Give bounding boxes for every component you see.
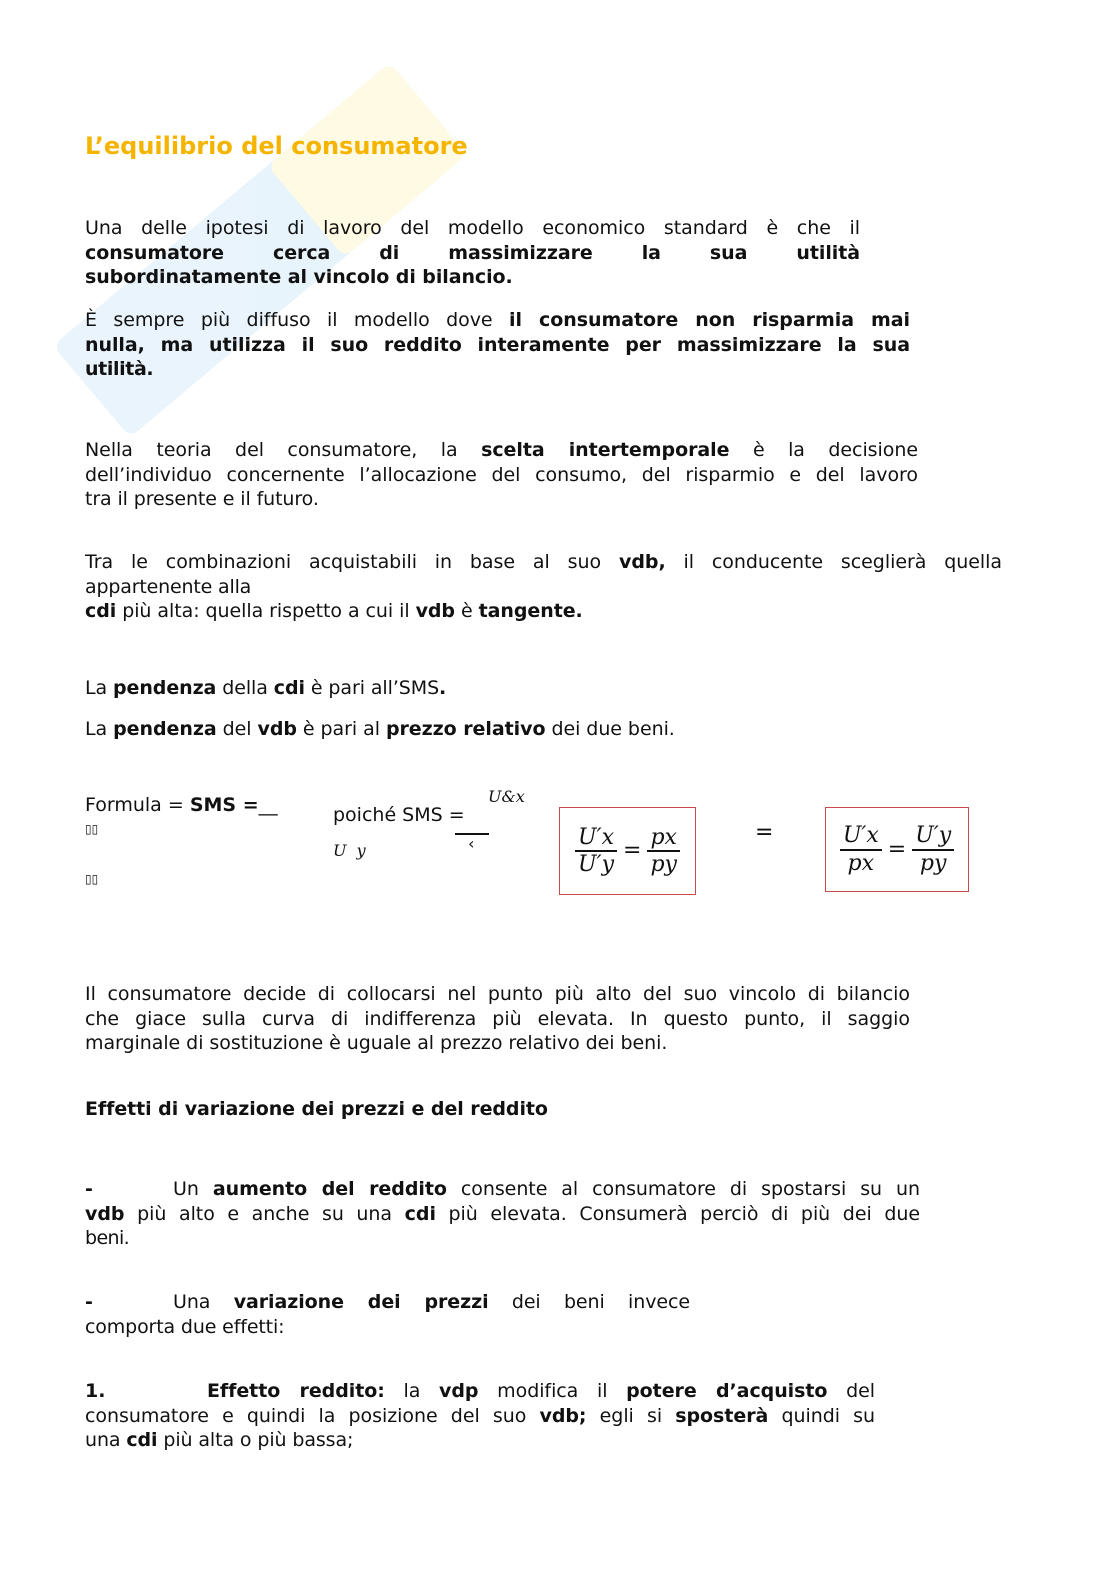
bold-text: potere d’acquisto — [626, 1380, 828, 1402]
text: Nella teoria del consumatore, la — [85, 439, 482, 461]
paragraph — [85, 216, 860, 290]
text: che giace sulla curva di indifferenza più elevata. In questo punto, il saggio — [85, 1007, 910, 1030]
denominator: py — [650, 852, 677, 877]
text-line — [207, 1379, 875, 1404]
bold-text: cdi — [85, 600, 117, 622]
text-line — [173, 1290, 690, 1315]
text-line — [85, 1428, 875, 1453]
list-marker: - — [85, 1291, 93, 1313]
text: comporta due effetti: — [85, 1315, 285, 1338]
page-title: L’equilibrio del consumatore — [85, 132, 468, 160]
text: più alto e anche su una — [124, 1202, 405, 1225]
numerator: U′x — [840, 823, 882, 850]
text: dei beni invece — [488, 1291, 690, 1313]
formula-box-1 — [559, 807, 696, 895]
formula-label: Formula = — [85, 794, 190, 816]
list-item — [85, 1290, 690, 1339]
text-line — [85, 241, 860, 266]
text-line — [85, 575, 1002, 600]
text: beni. — [85, 1227, 130, 1249]
text: egli si — [586, 1404, 676, 1427]
text: della — [216, 677, 274, 699]
bold-text: cdi — [273, 677, 305, 699]
text: più alta o più bassa; — [157, 1429, 354, 1451]
text-line — [85, 550, 1002, 575]
text: dell’individuo concernente l’allocazione del consumo, del risparmio e del lavoro — [85, 463, 918, 486]
numerator: U′y — [912, 823, 954, 850]
text-line — [85, 487, 918, 512]
bold-text: Effetto reddito: — [207, 1380, 385, 1402]
text: consumatore e quindi la posizione del suo — [85, 1404, 540, 1427]
text: è pari al — [296, 718, 386, 740]
text: tra il presente e il futuro. — [85, 488, 319, 510]
formula-poiche: poiché SMS = — [333, 804, 465, 826]
paragraph — [85, 676, 785, 701]
text-line — [85, 1202, 920, 1227]
bold-text: nulla, ma utilizza il suo reddito interamente per massimizzare la sua — [85, 333, 910, 356]
formula-uix: U&x — [488, 787, 525, 806]
bold-text: utilità. — [85, 358, 154, 380]
text: la — [384, 1380, 440, 1402]
text: dei due beni. — [545, 718, 675, 740]
text-line — [85, 1007, 910, 1032]
text: Una — [173, 1291, 234, 1313]
denominator: py — [919, 850, 947, 876]
numerator: U′x — [575, 825, 617, 852]
bold-text: vdb — [257, 718, 297, 740]
text: una — [85, 1429, 127, 1451]
text: Il consumatore decide di collocarsi nel punto più alto del suo vincolo di bilancio — [85, 983, 910, 1005]
bold-text: vdb — [415, 600, 455, 622]
text-line — [85, 676, 785, 701]
text: il conducente sceglierà quella — [665, 551, 1002, 573]
text: È sempre più diffuso il modello dove — [85, 309, 510, 331]
text: Un — [173, 1178, 213, 1200]
denominator: px — [847, 850, 875, 876]
bold-text: vdb — [85, 1202, 125, 1225]
text-line — [85, 1097, 785, 1122]
text: Una delle ipotesi di lavoro del modello economico standard è che il — [85, 217, 860, 239]
paragraph — [85, 717, 785, 742]
bold-text: Effetti di variazione dei prezzi e del reddito — [85, 1098, 548, 1120]
list-item — [85, 1177, 920, 1251]
list-marker: 1. — [85, 1380, 106, 1402]
formula-blank: __ — [258, 794, 278, 816]
text: modifica il — [478, 1380, 627, 1402]
text-line — [85, 1226, 920, 1251]
text: più elevata. Consumerà perciò di più dei due — [435, 1202, 920, 1225]
list-item — [85, 1379, 876, 1453]
missing-glyph: ▯▯ — [85, 872, 99, 886]
formula-label-line — [85, 794, 278, 816]
text-line — [85, 216, 860, 241]
bold-text: cdi — [404, 1202, 436, 1225]
text-line — [85, 265, 860, 290]
text: La — [85, 677, 114, 699]
text: del — [827, 1380, 875, 1402]
paragraph — [85, 982, 910, 1056]
numerator: px — [647, 825, 680, 852]
paragraph — [85, 1097, 785, 1122]
formula-uy: U y — [333, 841, 366, 860]
bold-text: vdb, — [618, 551, 666, 573]
bold-text: sposterà — [675, 1404, 769, 1427]
paragraph — [85, 438, 918, 512]
bold-text: . — [439, 677, 447, 699]
text-line — [85, 308, 910, 333]
text: Tra le combinazioni acquistabili in base al suo — [85, 551, 619, 573]
text-line — [85, 1404, 875, 1429]
text: è pari all’SMS — [304, 677, 440, 699]
equals-sign: = — [755, 820, 774, 845]
formula-sms: SMS = — [189, 794, 259, 816]
equals-sign: = — [623, 838, 642, 864]
text: quindi su — [768, 1404, 876, 1427]
bold-text: vdb; — [539, 1404, 587, 1427]
paragraph — [85, 308, 910, 382]
text: appartenente alla — [85, 575, 252, 598]
text: consente al consumatore di spostarsi su un — [446, 1178, 920, 1200]
text-line — [85, 1315, 690, 1340]
denominator: U′y — [578, 852, 614, 877]
equals-sign: = — [887, 836, 907, 862]
text: marginale di sostituzione è uguale al prezzo relativo dei beni. — [85, 1032, 668, 1054]
text-line — [85, 599, 1002, 624]
bold-text: consumatore cerca di massimizzare la sua utilità — [85, 241, 860, 264]
text-line — [85, 463, 918, 488]
bold-text: pendenza — [113, 718, 217, 740]
text-line — [85, 438, 918, 463]
text-line — [85, 1031, 910, 1056]
bold-text: variazione dei prezzi — [233, 1291, 489, 1313]
text-line — [85, 982, 910, 1007]
list-marker: - — [85, 1178, 93, 1200]
text: del — [216, 718, 258, 740]
bold-text: pendenza — [113, 677, 217, 699]
text: è la decisione — [729, 439, 918, 461]
formula-box-2 — [825, 807, 969, 892]
bold-text: scelta intertemporale — [481, 439, 730, 461]
text-line — [85, 717, 785, 742]
text-line — [173, 1177, 920, 1202]
bold-text: vdp — [439, 1380, 479, 1402]
bold-text: cdi — [126, 1429, 158, 1451]
bold-text: il consumatore non risparmia mai — [509, 309, 910, 331]
bold-text: aumento del reddito — [212, 1178, 447, 1200]
bold-text: subordinatamente al vincolo di bilancio. — [85, 266, 513, 288]
text-line — [85, 357, 910, 382]
missing-glyph: ▯▯ — [85, 822, 99, 836]
text: La — [85, 718, 114, 740]
paragraph — [85, 550, 1002, 624]
bold-text: prezzo relativo — [385, 718, 546, 740]
bold-text: tangente. — [478, 600, 583, 622]
text: è — [454, 600, 479, 622]
text: più alta: quella rispetto a cui il — [116, 600, 416, 622]
text-line — [85, 333, 910, 358]
formula-arrow: ‹ — [468, 834, 475, 853]
